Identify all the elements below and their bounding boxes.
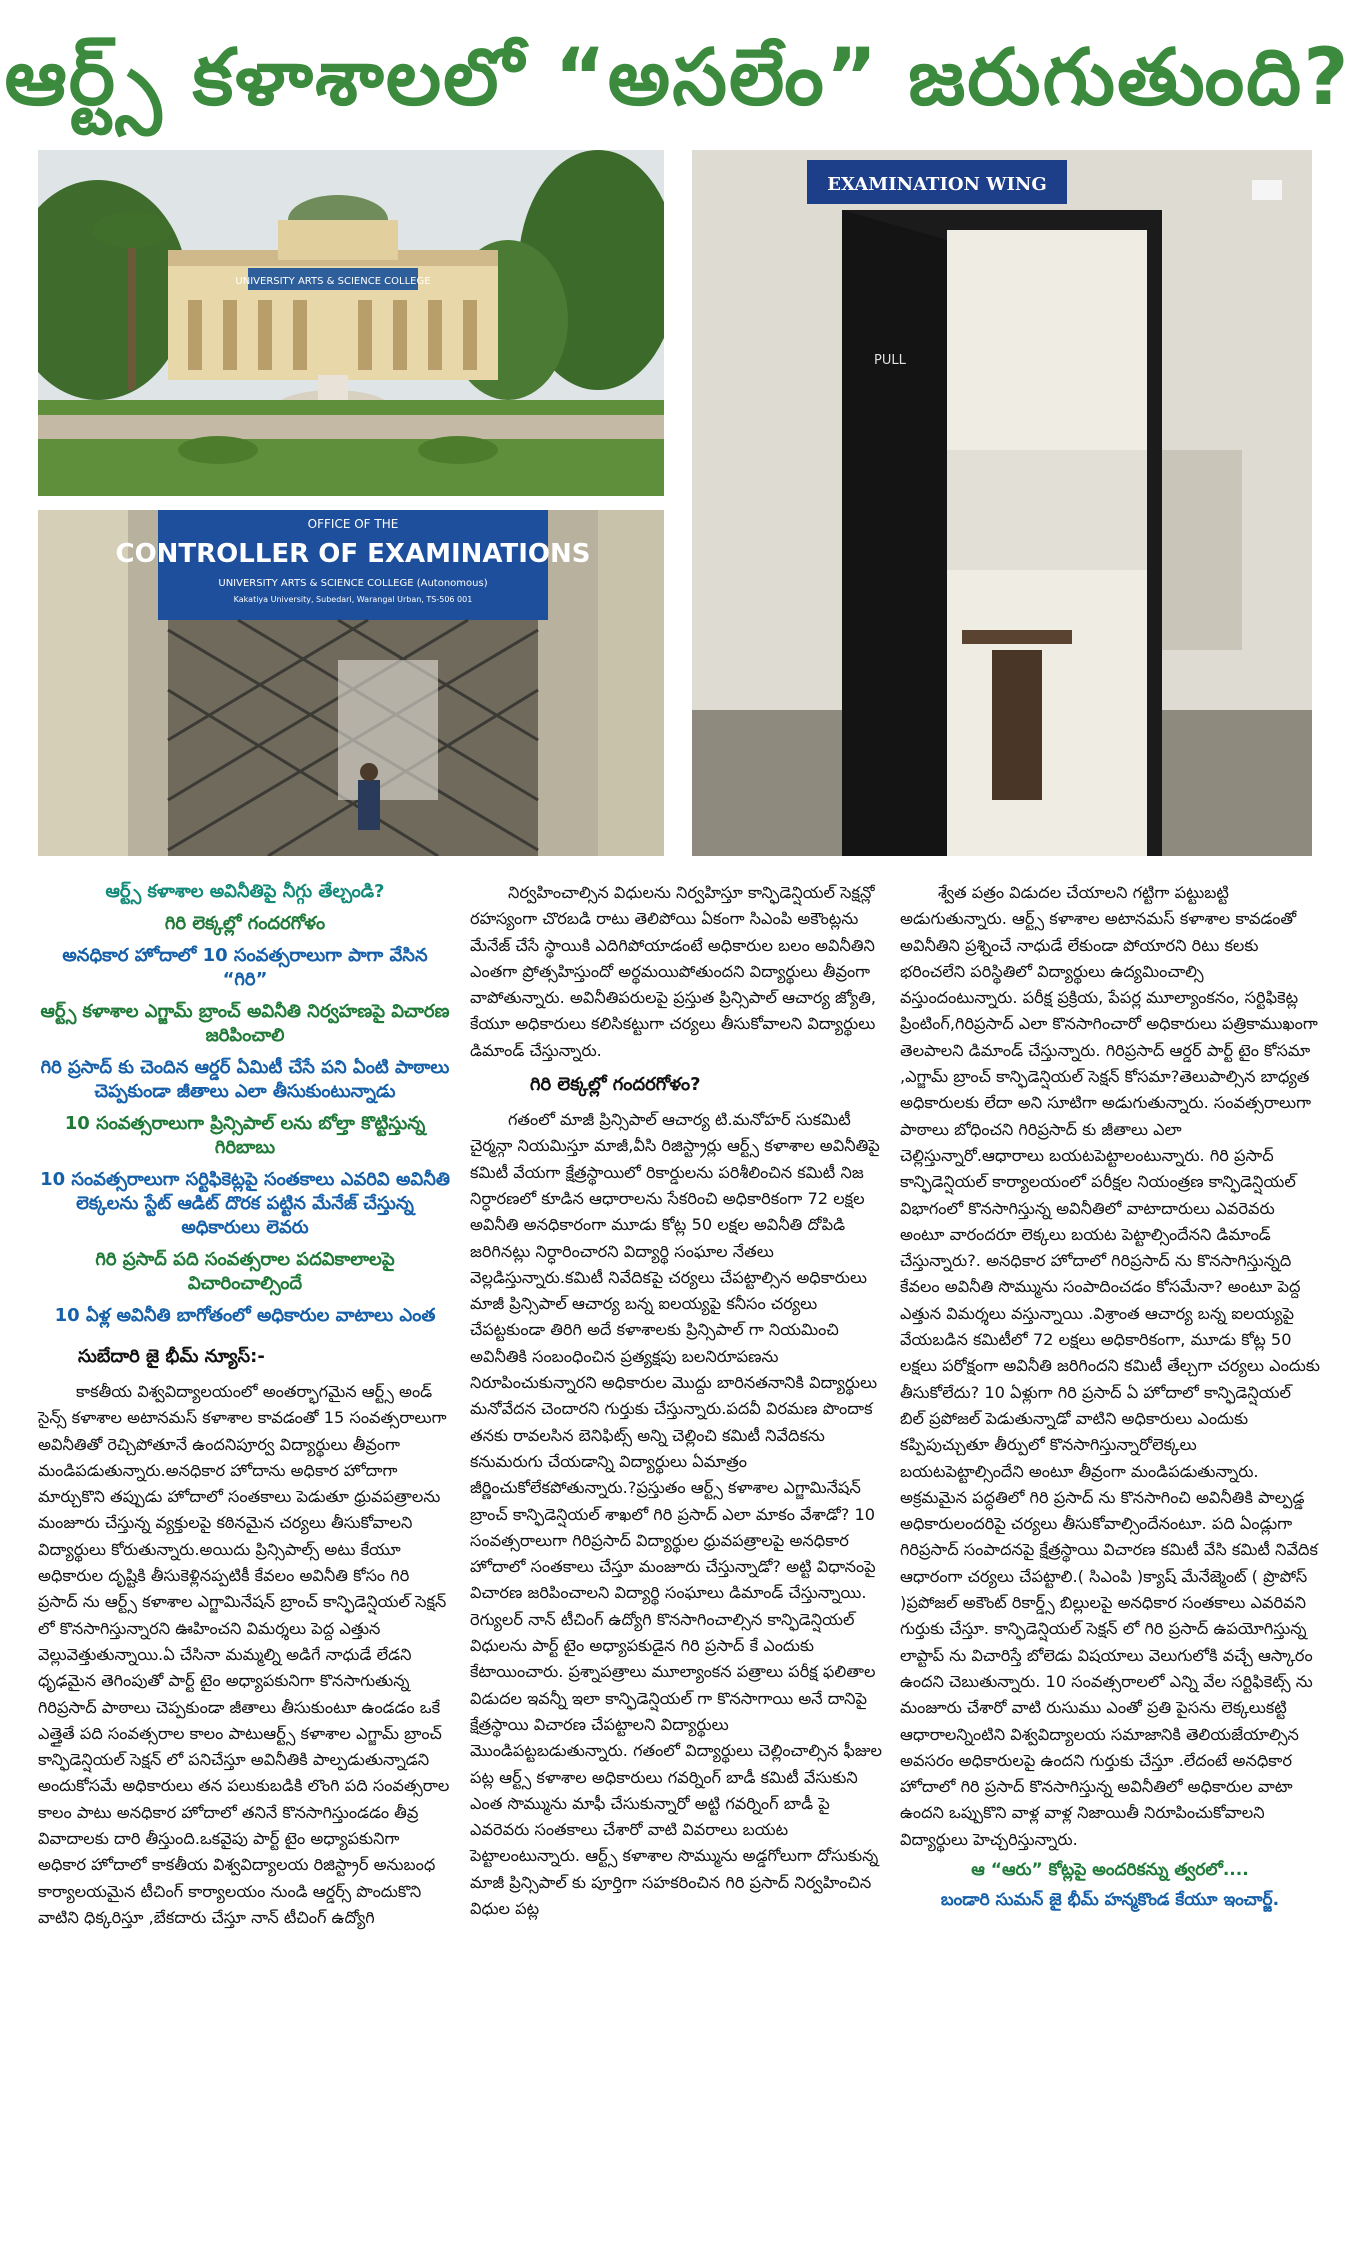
headline: ఆర్ట్స్ కళాశాలలో “అసలేం” జరుగుతుంది? bbox=[4, 33, 1351, 123]
highlight-2: గిరి లెక్కల్లో గందరగోళం bbox=[164, 913, 326, 934]
col3-body: శ్వేత పత్రం విడుదల చేయాలని గట్టిగా పట్టుబట్టి అడుగుతున్నారు. ఆర్ట్స్ కళాశాల అటానమస్ కళాశాల కావడంతో అవినీతిని ప్రశ్నించే నాధుడే లేకుండా పోయారని రిటు కలకు భరించలేని పరిస్థితిలో విద్యార్థులు ఉద్యమించాల్సి వస్తుందంటున్నారు. పరీక్ష ప్రక్రియ, పేపర్ల మూల్యాంకనం, సర్టిఫికెట్ల ప్రింటింగ్,గిరిప్రసాద్ ఎలా కొనసాగించారో అధికారులు పత్రికాముఖంగా తెలపాలని డిమాండ్ చేస్తున్నారు. గిరిప్రసాద్ ఆర్డర్ పార్ట్ టైం కోసమా ,ఎగ్జామ్ బ్రాంచ్ కాన్ఫిడెన్షియల్ సెక్షన్ కోసమా?తెలుపాల్సిన బాధ్యత అధికారులకు లేదా అని సూటిగా అడుగుతున్నారు. సంవత్సరాలుగా పాఠాలు బోధించని గిరిప్రసాద్ కు జీతాలు ఎలా చెల్లిస్తున్నారో.ఆధారాలు బయటపెట్టాలంటున్నారు. గిరి ప్రసాద్ కాన్ఫిడెన్షియల్ కార్యాలయంలో పరీక్షల నియంత్రణ కాన్ఫిడెన్షియల్ విభాగంలో కొనసాగిస్తున్న అవినీతిలో వాటాదారులు ఎవరెవరు అంటూ వారందరూ లెక్కలు బయట పెట్టాల్సిందేనని డిమాండ్ చేస్తున్నారు?. అనధికార హోదాలో గిరిప్రసాద్ ను కొనసాగిస్తున్నది కేవలం అవినీతి సొమ్మును సంపాదించడం కోసమేనా? అంటూ పెద్ద ఎత్తున విమర్శలు వస్తున్నాయి .విశ్రాంత ఆచార్య బన్న ఐలయ్యపై వేయబడిన కమిటీలో 72 లక్షలు అధికారికంగా, మూడు కోట్ల 50 లక్షలు పరోక్షంగా అవినీతి జరిగిందని కమిటీ తేల్చగా చర్యలు ఎందుకు తీసుకోలేదు? 10 ఏళ్లుగా గిరి ప్రసాద్ ఏ హోదాలో కాన్ఫిడెన్షియల్ బిల్ ప్రపోజల్ పెడుతున్నాడో వాటిని అధికారులు ఎందుకు కప్పిపుచ్చుతూ తీర్పులో కొనసాగిస్తున్నారోలెక్కలు బయటపెట్టాల్సిందేని అంటూ తీవ్రంగా మండిపడుతున్నారు. అక్రమమైన పద్ధతిలో గిరి ప్రసాద్ ను కొనసాగించి అవినీతికి పాల్పడ్డ అధికారులందరిపై చర్యలు తీసుకోవాల్సిందేనంటూ. పది ఏండ్లుగా గిరిప్రసాద్ సంపాదనపై క్షేత్రస్థాయి విచారణ కమిటీ వేసి కమిటీ నివేదిక ఆధారంగా చర్యలు చేపట్టాలి.( సిఎంపి )క్యాష్ మేనేజ్మెంట్ ( ప్రొపోస్ )ప్రపోజల్ అకౌంట్ రికార్డ్స్ బిల్లులపై అనధికార సంతకాలు ఎవరివని గుర్తుకు చేస్తూ. కాన్ఫిడెన్షియల్ సెక్షన్ లో గిరి ప్రసాద్ ఉపయోగిస్తున్న లాప్టాప్ ను విచారిస్తే బోలెడు విషయాలు వెలుగులోకి వచ్చే ఆస్కారం ఉందని చెబుతున్నారు. 10 సంవత్సరాలలో ఎన్ని వేల సర్టిఫికెట్స్ ను మంజూరు చేశారో వాటి రుసుము ఎంతో ప్రతి పైసను లెక్కలుకట్టి ఆధారాలన్నింటిని విశ్వవిద్యాలయ సమాజానికి తెలియజేయాల్సిన అవసరం అధికారులపై ఉందని గుర్తుకు చేస్తూ .లేదంటే అనధికార హోదాలో గిరి ప్రసాద్ కొనసాగిస్తున్న అవినీతిలో అధికారుల వాటా ఉందని ఒప్పుకొని వాళ్ల వాళ్ల నిజాయితీ నిరూపించుకోవాలని విద్యార్థులు హెచ్చరిస్తున్నారు. bbox=[900, 883, 1320, 1849]
highlight-8: గిరి ప్రసాద్ పది సంవత్సరాల పదవికాలాలపై విచారించాల్సిందే bbox=[95, 1249, 395, 1294]
col2-body-b: గతంలో మాజీ ప్రిన్సిపాల్ ఆచార్య టి.మనోహర్ సుకమిటీ చైర్మన్గా నియమిస్తూ మాజీ,వీసి రిజిస్ట్రార్లు ఆర్ట్స్ కళాశాల అవినీతిపై కమిటీ వేయగా క్షేత్రస్థాయిలో రికార్డులను పరిశీలించిన కమిటీ నిజ నిర్ధారణలో కూడిన ఆధారాలను సేకరించి అధికారికంగా 72 లక్షల అవినీతి అనధికారంగా మూడు కోట్ల 50 లక్షల అవినీతి దోపిడి జరిగినట్లు నిర్ధారించారని విద్యార్థి సంఘాల నేతలు వెల్లడిస్తున్నారు.కమిటీ నివేదికపై చర్యలు చేపట్టాల్సిన అధికారులు మాజీ ప్రిన్సిపాల్ ఆచార్య బన్న ఐలయ్యపై కనీసం చర్యలు చేపట్టకుండా తిరిగి అదే కళాశాలకు ప్రిన్సిపాల్ గా నియమించి అవినీతికి సంబంధించిన ప్రత్యక్షపు బలనిరూపణను నిరూపించుకున్నారని అధికారుల మొద్దు బారినతనానికి విద్యార్థులు మనోవేదన చెందారని గుర్తుకు చేస్తున్నారు.పదవీ విరమణ పొందాక తనకు రావలసిన బెనిఫిట్స్ అన్ని చెల్లించి కమిటీ నివేదికను కనుమరుగు చేయడాన్ని విద్యార్థులు ఏమాత్రం జీర్ణించుకోలేకపోతున్నారు.?ప్రస్తుతం ఆర్ట్స్ కళాశాల ఎగ్జామినేషన్ బ్రాంచ్ కాన్ఫిడెన్షియల్ శాఖలో గిరి ప్రసాద్ ఎలా మాకం వేశాడో? 10 సంవత్సరాలుగా గిరిప్రసాద్ విద్యార్థుల ధ్రువపత్రాలపై అనధికార హోదాలో సంతకాలు చేస్తూ మంజూరు చేస్తున్నాడో? అట్టి విధానంపై విచారణ జరిపించాలని విద్యార్థి సంఘాలు డిమాండ్ చేస్తున్నాయి. రెగ్యులర్ నాన్ టీచింగ్ ఉద్యోగి కొనసాగించాల్సిన కాన్ఫిడెన్షియల్ విధులను పార్ట్ టైం అధ్యాపకుడైన గిరి ప్రసాద్ కే ఎందుకు కేటాయించారు. ప్రశ్నాపత్రాలు మూల్యాంకన పత్రాలు పరీక్ష ఫలితాల విడుదల ఇవన్నీ ఇలా కాన్ఫిడెన్షియల్ గా కొనసాగాయి అనే దానిపై క్షేత్రస్థాయి విచారణ చేపట్టాలని విద్యార్థులు మొండిపట్టబడుతున్నారు. గతంలో విద్యార్థులు చెల్లించాల్సిన ఫీజుల పట్ల ఆర్ట్స్ కళాశాల అధికారులు గవర్నింగ్ బాడీ కమిటీ వేసుకుని ఎంత సొమ్మును మాఫీ చేసుకున్నారో అట్టి గవర్నింగ్ బాడీ పై ఎవరెవరు సంతకాలు చేశారో వాటి వివరాలు బయట పెట్టాలంటున్నారు. ఆర్ట్స్ కళాశాల సొమ్మును అడ్డగోలుగా దోసుకున్న మాజీ ప్రిన్సిపాల్ కు పూర్తిగా సహకరించిన గిరి ప్రసాద్ నిర్వహించిన విధుల పట్ల bbox=[470, 1110, 882, 1918]
highlight-5: గిరి ప్రసాద్ కు చెందిన ఆర్డర్ ఏమిటీ చేసే పని ఏంటి పాఠాలు చెప్పకుండా జీతాలు ఎలా తీసుకుంటున్నాడు bbox=[40, 1057, 450, 1102]
highlight-7: 10 సంవత్సరాలుగా సర్టిఫికెట్లపై సంతకాలు ఎవరివి అవినీతి లెక్కలను స్టేట్ ఆడిట్ దొరక పట్టిన మేనేజ్ చేస్తున్న అధికారులు లెవరు bbox=[40, 1169, 450, 1238]
door-pull-label: PULL bbox=[874, 353, 906, 368]
closing-line-1: ఆ “ఆరు” కోట్లపై అందరికన్ను త్వరలో.... bbox=[971, 1859, 1249, 1880]
controller-sign-main: CONTROLLER OF EXAMINATIONS bbox=[115, 539, 591, 569]
highlight-1: ఆర్ట్స్ కళాశాల అవినీతిపై నీగ్గు తేల్చండి? bbox=[105, 881, 385, 902]
controller-sign-addr: Kakatiya University, Subedari, Warangal Urban, TS-506 001 bbox=[233, 595, 473, 604]
exam-sign-text: EXAMINATION WING bbox=[827, 174, 1047, 195]
column-3 bbox=[900, 880, 1320, 1913]
highlight-4: ఆర్ట్స్ కళాశాల ఎగ్జామ్ బ్రాంచ్ అవినీతి నిర్వహణపై విచారణ జరిపించాలి bbox=[40, 1001, 450, 1046]
col2-body-a: నిర్వహించాల్సిన విధులను నిర్వహిస్తూ కాన్ఫిడెన్షియల్ సెక్షన్లో రహస్యంగా చొరబడి రాటు తెలిపోయి ఏకంగా సిఎంపి అకౌంట్లను మేనేజ్ చేసే స్థాయికి ఎదిగిపోయాడంటే అధికారుల బలం అవినీతిని ఎంతగా ప్రోత్సహిస్తుందో అర్థమయిపోతుందని విద్యార్థులు తీవ్రంగా వాపోతున్నారు. అవినీతిపరులపై ప్రస్తుత ప్రిన్సిపాల్ ఆచార్య జ్యోతి, కేయూ అధికారులు కలిసికట్టుగా చర్యలు తీసుకోవాలని విద్యార్థులు డిమాండ్ చేస్తున్నారు. bbox=[470, 883, 876, 1060]
highlight-3: అనధికార హోదాలో 10 సంవత్సరాలుగా పాగా వేసిన “గిరి” bbox=[62, 945, 428, 990]
controller-sign-sub: UNIVERSITY ARTS & SCIENCE COLLEGE (Autonomous) bbox=[218, 578, 488, 589]
highlight-6: 10 సంవత్సరాలుగా ప్రిన్సిపాల్ లను బోల్తా కొట్టిస్తున్న గిరిబాబు bbox=[64, 1113, 426, 1158]
col1-body: కాకతీయ విశ్వవిద్యాలయంలో అంతర్భాగమైన ఆర్ట్స్ అండ్ సైన్స్ కళాశాల అటానమస్ కళాశాల కావడంతో 15 సంవత్సరాలుగా అవినీతితో రెచ్చిపోతూనే ఉందనిపూర్వ విద్యార్థులు తీవ్రంగా మండిపడుతున్నారు.అనధికార హోదాను అధికార హోదాగా మార్చుకొని తప్పుడు హోదాలో సంతకాలు పెడుతూ ధ్రువపత్రాలను మంజూరు చేస్తున్న వ్యక్తులపై కఠినమైన చర్యలు తీసుకోవాలని విద్యార్థులు కోరుతున్నారు.అయిదు ప్రిన్సిపాల్స్ అటు కేయూ అధికారుల దృష్టికి తీసుకెళ్లినప్పటికీ కేవలం అవినీతి కోసం గిరి ప్రసాద్ ను ఆర్ట్స్ కళాశాల ఎగ్జామినేషన్ బ్రాంచ్ కాన్ఫిడెన్షియల్ సెక్షన్ లో కొనసాగిస్తున్నారని ఊహించని విమర్శలు పెద్ద ఎత్తున వెల్లువెత్తుతున్నాయి.ఏ చేసినా మమ్మల్ని అడిగే నాధుడే లేడని ధృఢమైన తెగింపుతో పార్ట్ టైం అధ్యాపకునిగా కొనసాగుతున్న గిరిప్రసాద్ పాఠాలు చెప్పకుండా జీతాలు తీసుకుంటూ ఉండడం ఒకే ఎత్తైతే పది సంవత్సరాల కాలం పాటుఆర్ట్స్ కళాశాల ఎగ్జామ్ బ్రాంచ్ కాన్ఫిడెన్షియల్ సెక్షన్ లో పనిచేస్తూ అవినీతికి పాల్పడుతున్నాడని అందుకోసమే అధికారులు తన పలుకుబడికి లొంగి పది సంవత్సరాల కాలం పాటు అనధికార హోదాలో తనినే కొనసాగిస్తుండడం తీవ్ర వివాదాలకు దారి తీస్తుంది.ఒకవైపు పార్ట్ టైం అధ్యాపకునిగా అధికార హోదాలో కాకతీయ విశ్వవిద్యాలయ రిజిస్ట్రార్ అనుబంధ కార్యాలయమైన టీచింగ్ కార్యాలయం నుండి ఆర్డర్స్ పొందుకొని వాటిని ధిక్కరిస్తూ ,బేకదారు చేస్తూ నాన్ టీచింగ్ ఉద్యోగి bbox=[38, 1382, 450, 1927]
college-sign-text: UNIVERSITY ARTS & SCIENCE COLLEGE bbox=[235, 276, 431, 287]
column-2 bbox=[470, 880, 888, 1922]
closing-line-2: బండారి సుమన్ జై భీమ్ హన్మకొండ కేయూ ఇంచార్జ్. bbox=[940, 1889, 1280, 1910]
col2-subhead: గిరి లెక్కల్లో గందరగోళం? bbox=[530, 1074, 701, 1096]
highlight-9: 10 ఏళ్ల అవినీతి బాగోతంలో అధికారుల వాటాలు ఎంత bbox=[54, 1305, 436, 1326]
controller-sign-top: OFFICE OF THE bbox=[307, 517, 399, 531]
examination-wing-photo bbox=[692, 150, 1312, 856]
column-1 bbox=[38, 880, 452, 1931]
controller-office-photo bbox=[38, 510, 664, 856]
byline: సుబేదారి జై భీమ్ న్యూస్:- bbox=[78, 1346, 265, 1367]
college-building-photo bbox=[38, 150, 664, 496]
